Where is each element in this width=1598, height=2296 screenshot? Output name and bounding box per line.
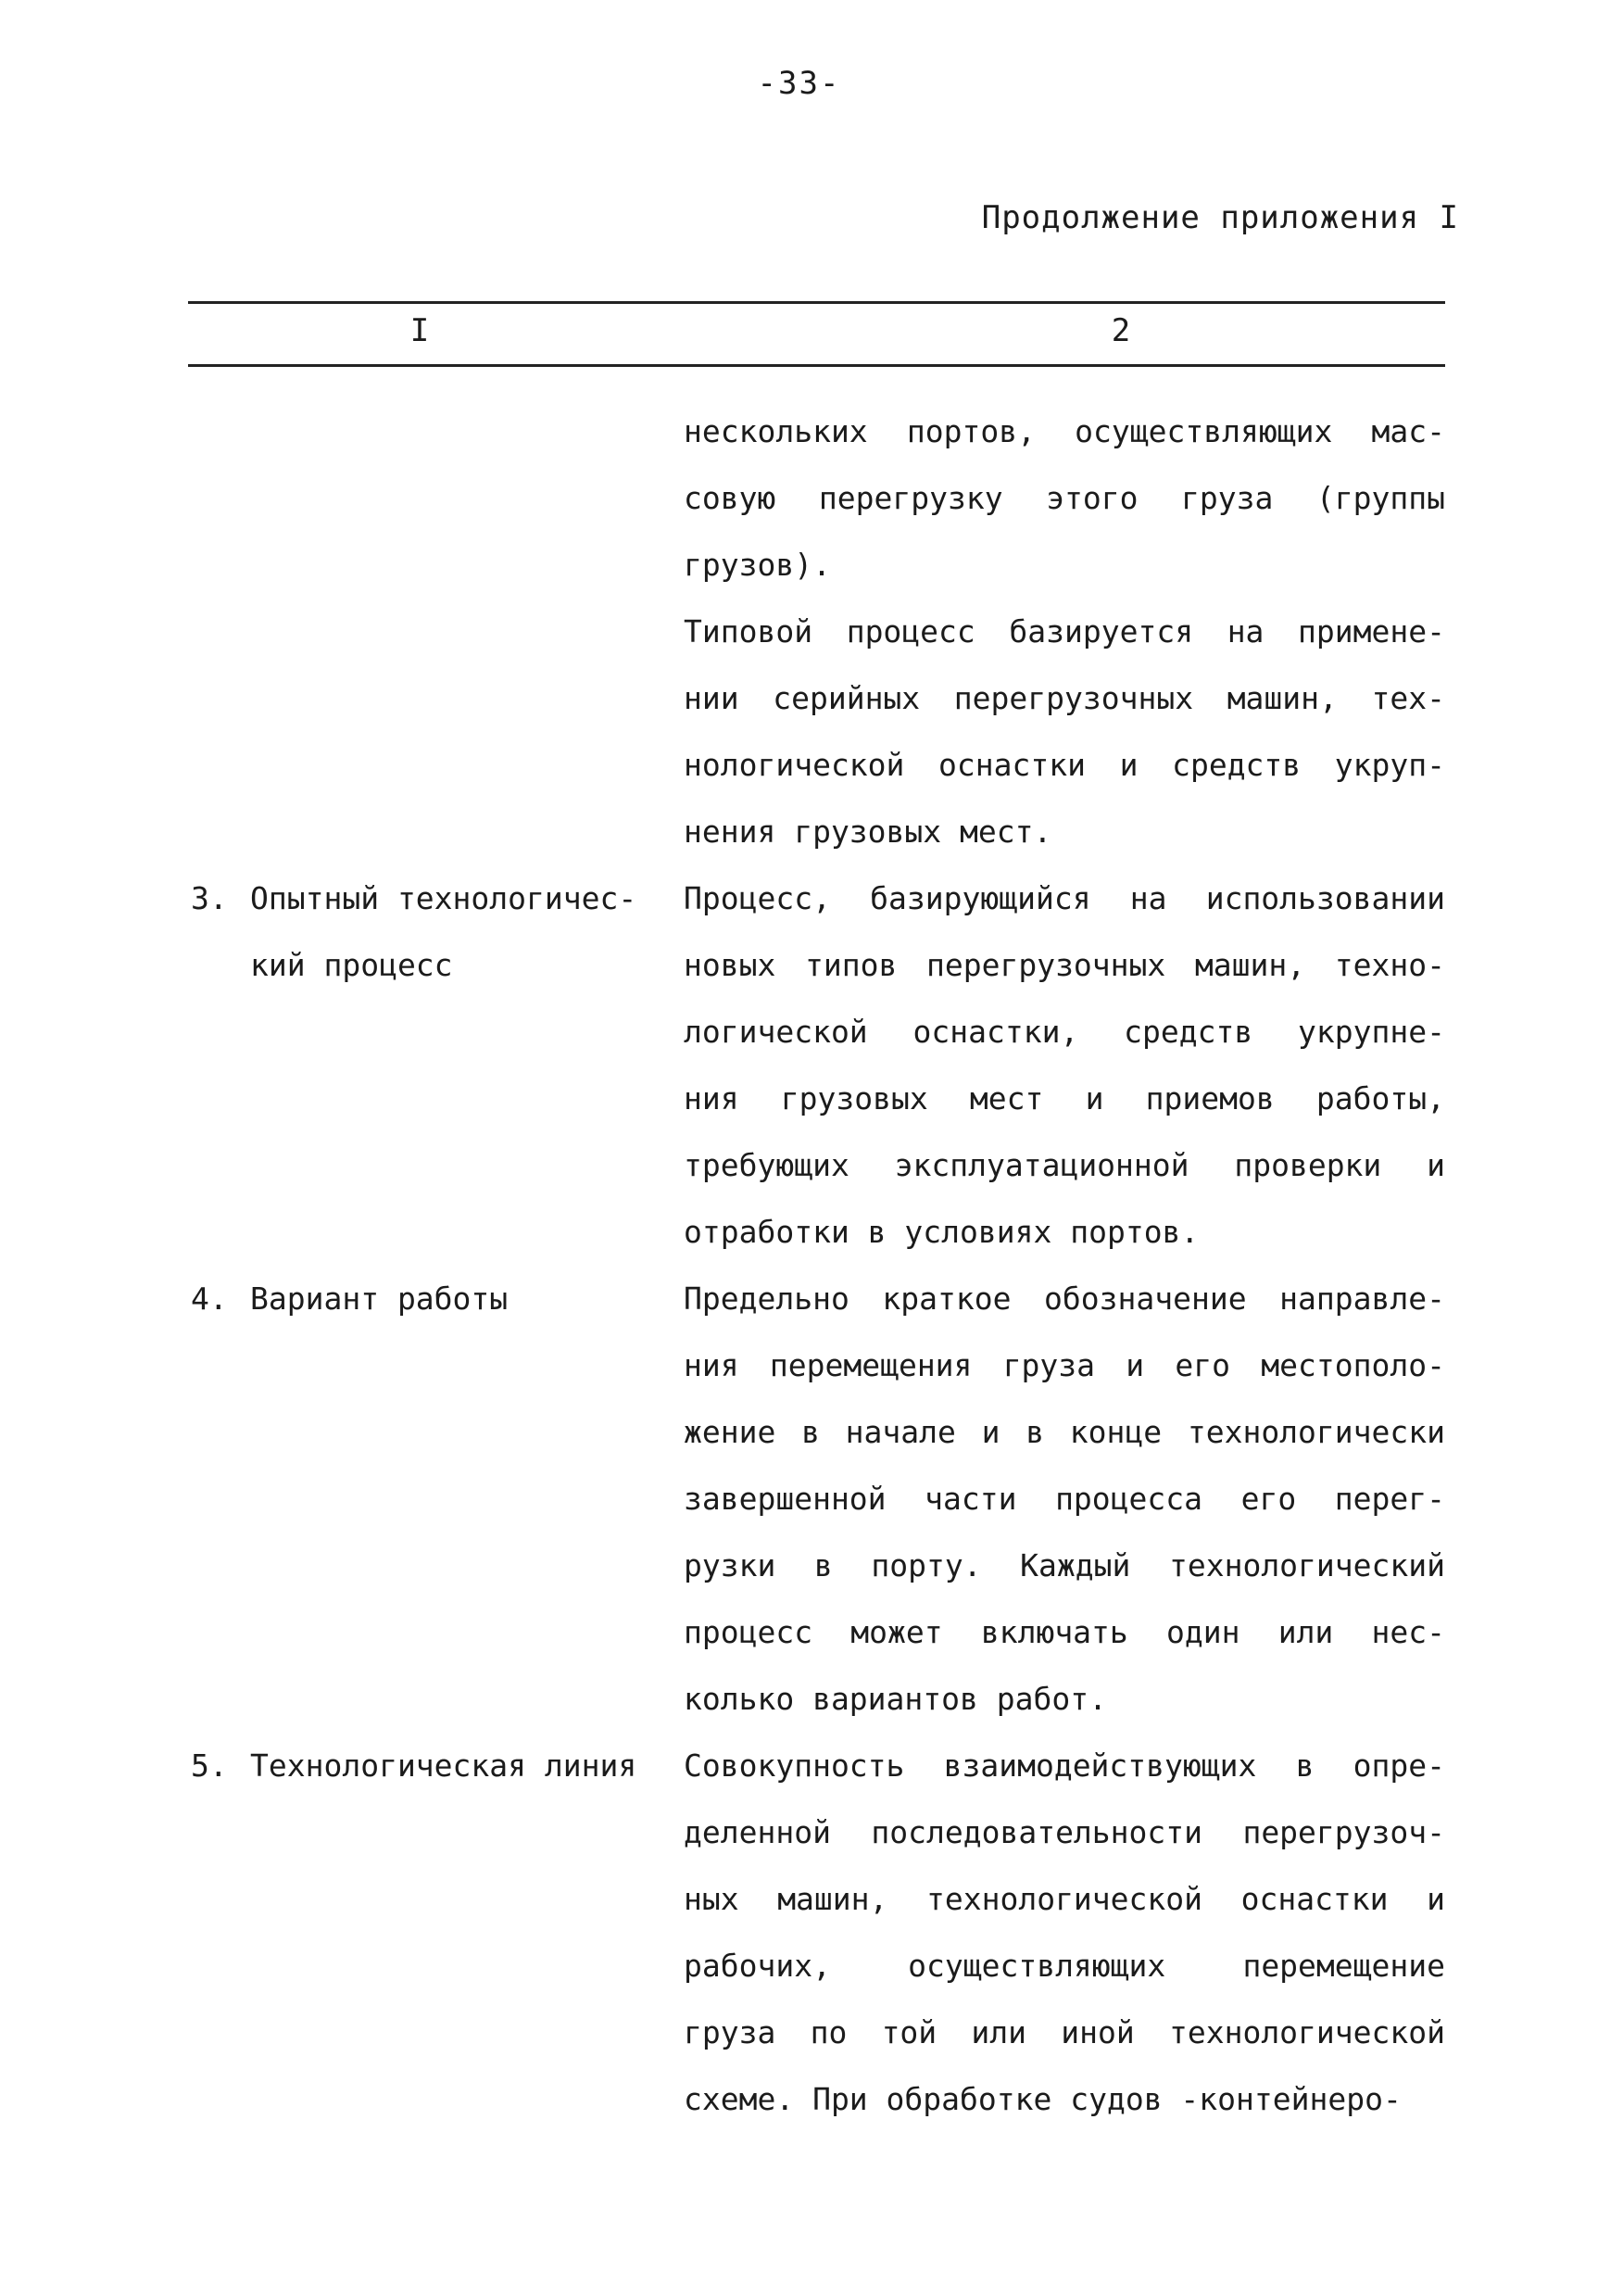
definition-line: процесс может включать один или нес- <box>684 1614 1445 1650</box>
row-number: 3. <box>191 880 228 916</box>
term-definition <box>684 398 1445 865</box>
definition-line: нологической оснастки и средств укруп- <box>684 747 1445 783</box>
definition-line: совую перегрузку этого груза (группы <box>684 480 1445 516</box>
definition-line: логической оснастки, средств укрупне- <box>684 1014 1445 1050</box>
definition-line: новых типов перегрузочных машин, техно- <box>684 947 1445 983</box>
continuation-label: Продолжение приложения I <box>981 199 1459 236</box>
term-name <box>250 865 676 999</box>
column-header-1: I <box>409 312 430 349</box>
definition-line: нии серийных перегрузочных машин, тех- <box>684 680 1445 716</box>
definition-line: деленной последовательности перегрузоч- <box>684 1814 1445 1850</box>
term-definition <box>684 865 1445 1266</box>
column-header-2: 2 <box>1111 312 1131 349</box>
definition-line: груза по той или иной технологической <box>684 2014 1445 2050</box>
term-line: кий процесс <box>250 947 453 983</box>
definition-line: завершенной части процесса его перег- <box>684 1481 1445 1517</box>
definition-line: Предельно краткое обозначение направле- <box>684 1280 1445 1317</box>
definition-line: ния перемещения груза и его местополо- <box>684 1347 1445 1383</box>
definition-line: Совокупность взаимодействующих в опре- <box>684 1747 1445 1784</box>
page-number: -33- <box>757 65 841 102</box>
definition-line: Типовой процесс базируется на примене- <box>684 613 1445 650</box>
definition-line: жение в начале и в конце технологически <box>684 1414 1445 1450</box>
definition-line: колько вариантов работ. <box>684 1681 1107 1717</box>
definition-line: рабочих, осуществляющих перемещение <box>684 1948 1445 1984</box>
definition-line: требующих эксплуатационной проверки и <box>684 1147 1445 1183</box>
definition-line: ния грузовых мест и приемов работы, <box>684 1080 1445 1116</box>
term-line: Опытный технологичес- <box>250 880 637 916</box>
term-definition <box>684 1266 1445 1733</box>
definition-line: отработки в условиях портов. <box>684 1214 1200 1250</box>
definition-line: грузов). <box>684 547 831 583</box>
row-number: 4. <box>191 1280 228 1317</box>
term-line: Вариант работы <box>250 1280 509 1317</box>
row-number: 5. <box>191 1747 228 1784</box>
term-line: Технологическая линия <box>250 1747 637 1784</box>
definition-line: схеме. При обработке судов -контейнеро- <box>684 2081 1402 2117</box>
definition-line: ных машин, технологической оснастки и <box>684 1881 1445 1917</box>
definition-line: рузки в порту. Каждый технологический <box>684 1547 1445 1583</box>
definition-line: Процесс, базирующийся на использовании <box>684 880 1445 916</box>
definition-line: нескольких портов, осуществляющих мас- <box>684 413 1445 449</box>
definition-line: нения грузовых мест. <box>684 814 1052 850</box>
term-name <box>250 1733 676 1799</box>
term-name <box>250 1266 676 1332</box>
term-definition <box>684 1733 1445 2133</box>
